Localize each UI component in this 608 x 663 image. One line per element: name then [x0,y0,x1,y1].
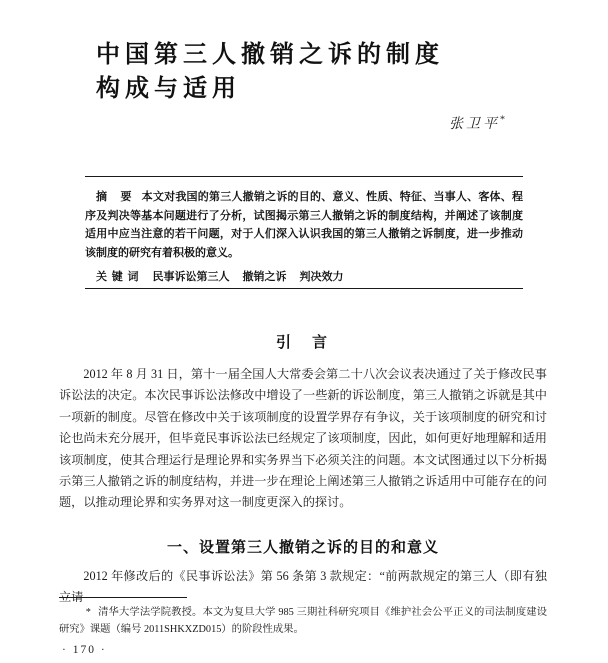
title-line-2: 构成与适用 [96,75,241,103]
footnote-divider [59,597,187,598]
intro-heading: 引 言 [275,334,330,351]
keyword: 民事诉讼第三人 [152,271,230,284]
abstract-label: 摘 要 [96,191,133,203]
footnote-text: 清华大学法学院教授。本文为复旦大学 985 三期社科研究项目《维护社会公平正义的司法制度建设研究》课题（编号 2011SHKXZD015）的阶段性成果。 [59,607,547,635]
page-number: · 170 · [62,644,107,656]
abstract-paragraph [85,188,523,262]
keywords-label: 关 键 词 [96,271,140,284]
abstract-divider-bottom [85,288,523,289]
section-1-heading: 一、设置第三人撤销之诉的目的和意义 [166,539,439,556]
footnote [59,605,547,638]
abstract-divider-top [85,176,523,177]
abstract-text: 本文对我国的第三人撤销之诉的目的、意义、性质、特征、当事人、客体、程序及判决等基本问题进行了分析，试图揭示第三人撤销之诉的制度结构，并阐述了该制度适用中应当注意的若干问题，对于人们深入认识我国的第三人撤销之诉制度，进一步推动该制度的研究有着积极的意义。 [85,191,524,259]
author-name: 张卫平 [449,117,500,132]
keywords-line [85,268,523,284]
footnote-marker: * [85,607,91,618]
author-line [59,113,505,133]
intro-paragraph: 2012 年 8 月 31 日，第十一届全国人大常委会第二十八次会议表决通过了关于修改民事诉讼法的决定。本次民事诉讼法修改中增设了一些新的诉讼制度，第三人撤销之诉就是其中一项新的制度。尽管在修改中关于该项制度的设置学界存有争议，关于该项制度的研究和讨论也尚未充分展开，但毕竟民事诉讼法已经规定了该项制度，因此，如何更好地理解和适用该项制度，使其合理运行是理论界和实务界当下必须关注的问题。本文试图通过以下分析揭示第三人撤销之诉的制度结构，并进一步在理论上阐述第三人撤销之诉适用中可能存在的问题，以推动理论界和实务界对这一制度更深入的探讨。 [59,367,547,510]
section-1-paragraph: 2012 年修改后的《民事诉讼法》第 56 条第 3 款规定：“前两款规定的第三人（即有独立请 [59,569,547,605]
keyword: 判决效力 [299,271,344,284]
author-footnote-marker: * [500,114,505,126]
paper-title [96,38,444,106]
title-line-1: 中国第三人撤销之诉的制度 [96,41,444,69]
keyword: 撤销之诉 [242,271,287,284]
abstract-section [85,188,523,284]
